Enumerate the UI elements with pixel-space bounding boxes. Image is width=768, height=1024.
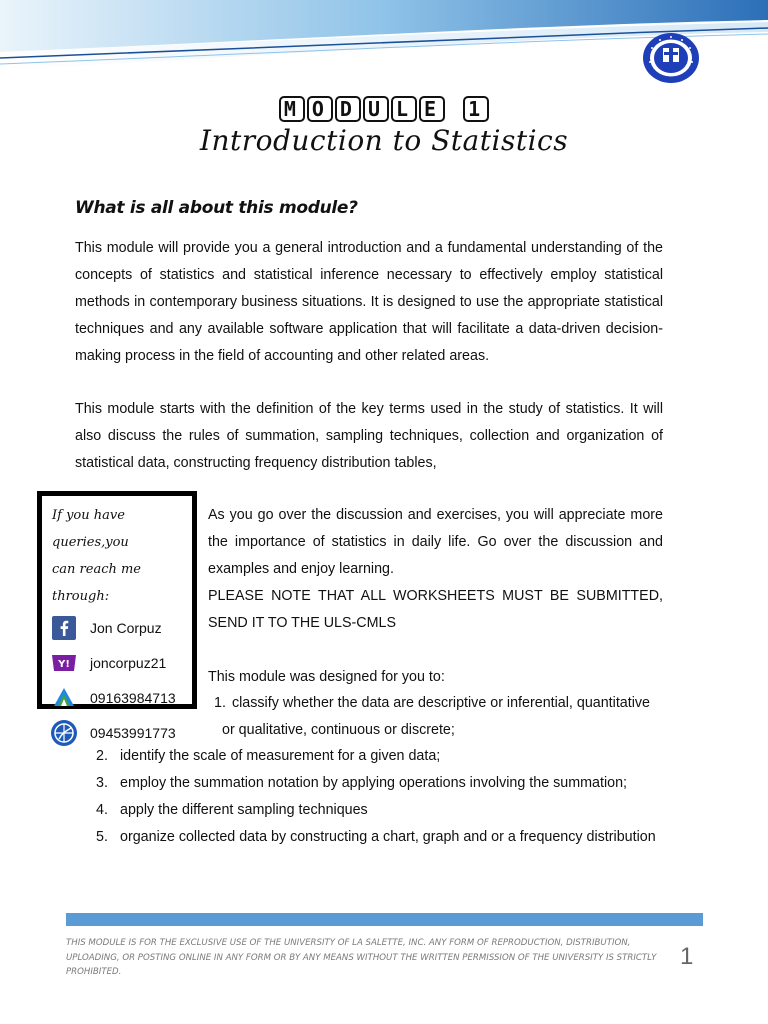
section-heading: What is all about this module? [75,198,358,218]
contact-phone-1: 09163984713 [90,689,176,706]
objective-text: classify whether the data are descriptive or inferential, quantitative [231,695,650,711]
objective-text: apply the different sampling techniques [120,802,368,818]
contact-facebook-name: Jon Corpuz [90,619,162,636]
university-seal-logo [642,32,700,84]
module-label-letter: O [307,96,333,122]
module-label [278,96,490,122]
objective-number: 4. [96,802,108,818]
contact-heading [52,502,192,610]
contact-phone-2: 09453991773 [90,724,176,741]
scope-paragraph: This module starts with the definition of the key terms used in the study of statistics. It will also discuss the rules of summation, sampling techniques, collection and organization of statistical data, constructing frequency distribution tables, [75,401,663,471]
svg-text:Y!: Y! [58,658,70,670]
objective-number: 5. [96,829,108,845]
contact-row-yahoo [50,645,192,680]
worksheet-notice: PLEASE NOTE THAT ALL WORKSHEETS MUST BE SUBMITTED, SEND IT TO THE ULS-CMLS [208,588,663,631]
objectives-list [96,743,663,851]
objective-item-2 [96,743,663,770]
facebook-icon [50,615,78,641]
contact-heading-line2: can reach me through: [52,562,142,604]
objective-text: organize collected data by constructing a chart, graph and or a frequency distribution [120,829,656,845]
objective-item-4 [96,797,663,824]
objective-number: 2. [96,748,108,764]
module-label-letter: 1 [463,96,489,122]
module-title-block [0,96,768,157]
module-subtitle: Introduction to Statistics [199,124,569,157]
footer-disclaimer: THIS MODULE IS FOR THE EXCLUSIVE USE OF THE UNIVERSITY OF LA SALETTE, INC. ANY FORM OF REPRODUCTION, DISTRIBUTION, UPLOADING, OR POSTING ONLINE IN ANY FORM OR BY ANY MEANS WITHOUT THE WRITTEN PERMISSION OF THE UNIVERSITY IS STRICTLY PROHIBITED. [66,938,657,977]
module-label-letter: L [391,96,417,122]
contact-heading-line1: If you have queries,you [52,508,129,550]
yahoo-icon [50,650,78,676]
contact-box [37,491,197,741]
module-label-letter: M [279,96,305,122]
contact-row-phone-1 [50,680,192,715]
contact-row-facebook [50,610,192,645]
network-signal-icon [50,685,78,711]
objective-number: 1. [214,695,226,711]
discussion-column [208,502,663,637]
page-number: 1 [680,943,694,970]
globe-icon [50,720,78,746]
objective-number: 3. [96,775,108,791]
objectives-intro: This module was designed for you to: [208,669,445,685]
module-label-letter: E [419,96,445,122]
module-label-letter: D [335,96,361,122]
contact-yahoo-handle: joncorpuz21 [90,654,167,671]
discussion-paragraph: As you go over the discussion and exercises, you will appreciate more the importance of statistics in daily life. Go over the discussion and examples and enjoy learning. [208,507,663,577]
objective-text: identify the scale of measurement for a given data; [120,748,441,764]
footer-divider-bar [66,913,703,926]
intro-paragraph: This module will provide you a general introduction and a fundamental understanding of the concepts of statistics and statistical inference necessary to effectively employ statistical methods in contemporary business situations. It is designed to use the appropriate statistical techniques and any available software application that will facilitate a data-driven decision-making process in the field of accounting and other related areas. [75,240,663,364]
objective-item-5 [96,824,663,851]
objective-item-3 [96,770,663,797]
objective-text: employ the summation notation by applying operations involving the summation; [120,775,628,791]
objective-text-continued: or qualitative, continuous or discrete; [222,722,455,738]
objective-item-1 [214,690,663,744]
module-label-letter: U [363,96,389,122]
